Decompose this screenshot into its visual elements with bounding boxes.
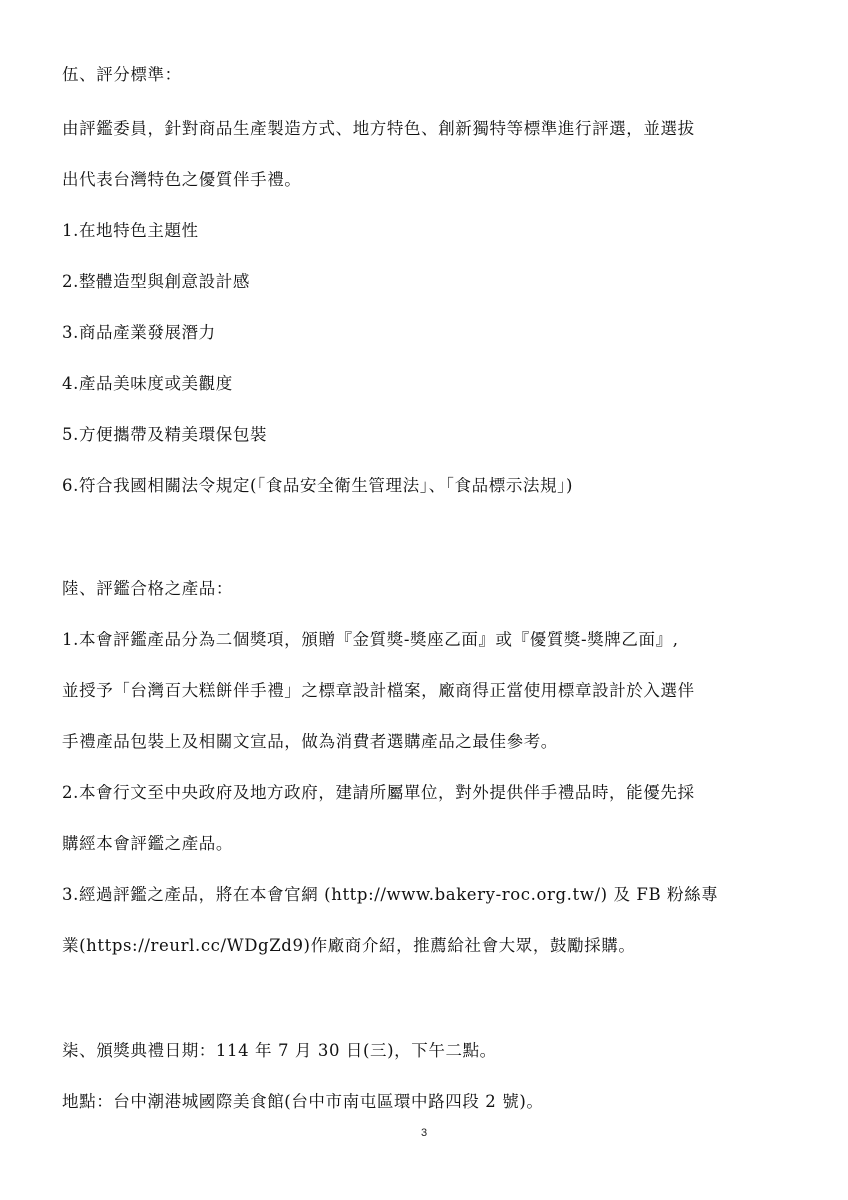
criteria-item-2: 2.整體造型與創意設計感 (62, 272, 250, 291)
section-6-item-1-line-3: 手禮產品包裝上及相關文宣品，做為消費者選購產品之最佳參考。 (62, 732, 558, 751)
section-5-intro-line-2: 出代表台灣特色之優質伴手禮。 (62, 170, 302, 189)
section-6-item-1-line-2: 並授予「台灣百大糕餅伴手禮」之標章設計檔案，廠商得正當使用標章設計於入選伴 (62, 681, 695, 700)
section-7-location: 地點：台中潮港城國際美食館(台中市南屯區環中路四段 2 號)。 (62, 1092, 544, 1111)
section-6-heading: 陸、評鑑合格之產品： (62, 579, 233, 598)
criteria-item-4: 4.產品美味度或美觀度 (62, 374, 233, 393)
criteria-item-1: 1.在地特色主題性 (62, 221, 199, 240)
section-6-item-3-line-1: 3.經過評鑑之產品，將在本會官網 (http://www.bakery-roc.org.tw/) 及 FB 粉絲專 (62, 885, 719, 904)
criteria-item-5: 5.方便攜帶及精美環保包裝 (62, 425, 268, 444)
criteria-item-3: 3.商品產業發展潛力 (62, 323, 216, 342)
criteria-item-6: 6.符合我國相關法令規定(「食品安全衛生管理法」、「食品標示法規」) (62, 476, 574, 495)
section-5-heading: 伍、評分標準： (62, 65, 182, 84)
section-6-item-2-line-2: 購經本會評鑑之產品。 (62, 834, 233, 853)
section-5-intro-line-1: 由評鑑委員，針對商品生產製造方式、地方特色、創新獨特等標準進行評選，並選拔 (62, 119, 695, 138)
page-number: 3 (420, 1127, 428, 1139)
section-7-heading: 柒、頒獎典禮日期：114 年 7 月 30 日(三)，下午二點。 (62, 1041, 497, 1060)
section-6-item-1-line-1: 1.本會評鑑產品分為二個獎項，頒贈『金質獎-獎座乙面』或『優質獎-獎牌乙面』, (62, 630, 679, 649)
section-6-item-2-line-1: 2.本會行文至中央政府及地方政府，建請所屬單位，對外提供伴手禮品時，能優先採 (62, 783, 695, 802)
section-6-item-3-line-2: 業(https://reurl.cc/WDgZd9)作廠商介紹，推薦給社會大眾，鼓勵採購。 (62, 936, 636, 955)
